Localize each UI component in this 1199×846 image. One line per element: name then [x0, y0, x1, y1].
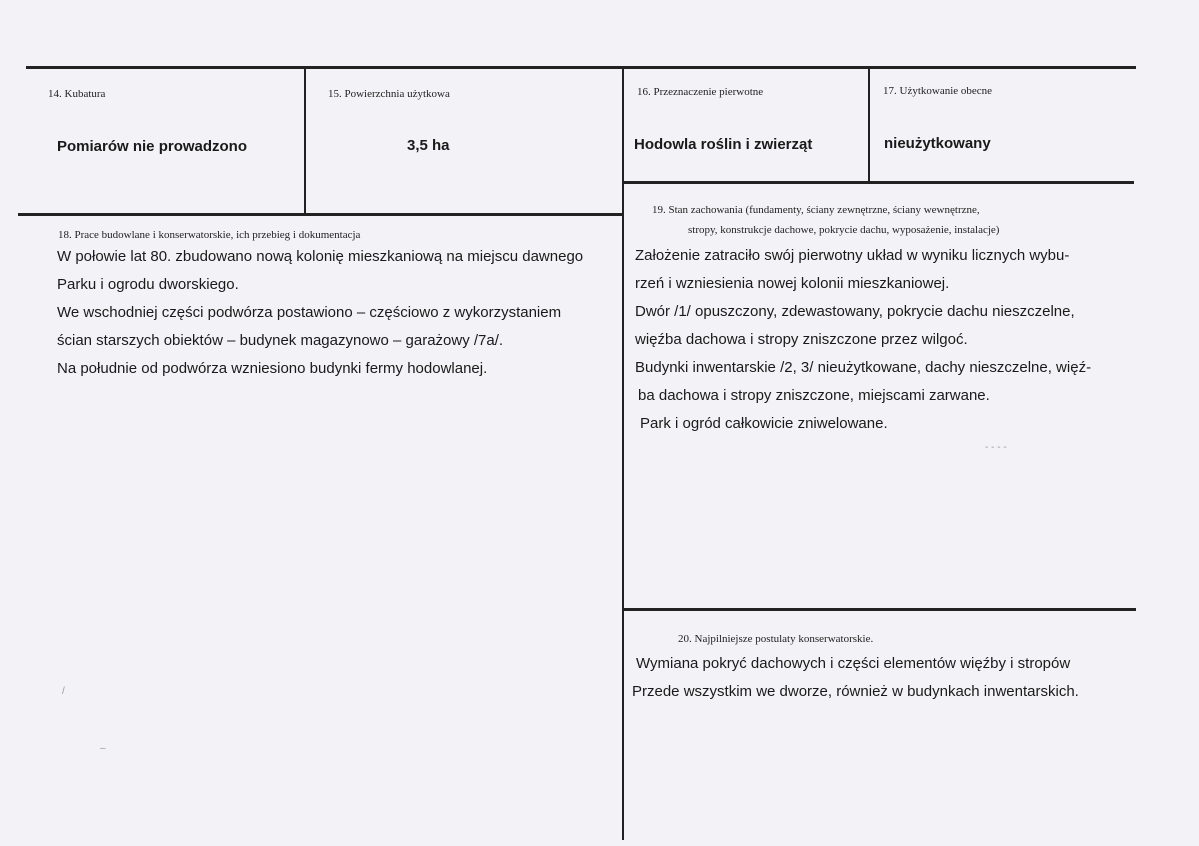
- field-20-label: 20. Najpilniejsze postulaty konserwatorskie.: [678, 633, 874, 645]
- field-16-value: Hodowla roślin i zwierząt: [634, 136, 813, 153]
- rule-above-20: [622, 608, 1136, 611]
- field-19-line: rzeń i wzniesienia nowej kolonii mieszkaniowej.: [635, 275, 950, 292]
- top-rule: [26, 66, 1136, 69]
- field-18-line: ścian starszych obiektów – budynek magazynowo – garażowy /7a/.: [57, 332, 504, 349]
- field-19-label-continued: stropy, konstrukcje dachowe, pokrycie dachu, wyposażenie, instalacje): [688, 224, 1000, 236]
- stray-mark: /: [62, 686, 65, 697]
- field-15-label: 15. Powierzchnia użytkowa: [328, 88, 450, 100]
- field-17-value: nieużytkowany: [884, 135, 991, 152]
- field-19-text: [635, 242, 1091, 438]
- field-19-line: Dwór /1/ opuszczony, zdewastowany, pokrycie dachu nieszczelne,: [635, 303, 1075, 320]
- field-19-label: 19. Stan zachowania (fundamenty, ściany zewnętrzne, ściany wewnętrzne,: [652, 204, 980, 216]
- field-20-line: Przede wszystkim we dworze, również w budynkach inwentarskich.: [632, 683, 1079, 700]
- field-14-label: 14. Kubatura: [48, 88, 106, 100]
- field-20-line: Wymiana pokryć dachowych i części elementów więźby i stropów: [636, 655, 1071, 672]
- field-18-label: 18. Prace budowlane i konserwatorskie, ich przebieg i dokumentacja: [58, 229, 361, 241]
- rule-under-14-15: [18, 213, 622, 216]
- stray-mark: –: [100, 743, 106, 754]
- field-19-line: ba dachowa i stropy zniszczone, miejscami zarwane.: [638, 387, 990, 404]
- divider-16-17: [868, 68, 870, 184]
- field-18-line: Parku i ogrodu dworskiego.: [57, 276, 239, 293]
- field-18-text: [57, 243, 583, 383]
- field-18-line: W połowie lat 80. zbudowano nową kolonię mieszkaniową na miejscu dawnego: [57, 248, 584, 265]
- field-17-label: 17. Użytkowanie obecne: [883, 85, 993, 97]
- field-18-line: Na południe od podwórza wzniesiono budynki fermy hodowlanej.: [57, 360, 488, 377]
- rule-under-16-17: [622, 181, 1134, 184]
- field-19-line: Budynki inwentarskie /2, 3/ nieużytkowane, dachy nieszczelne, więź-: [635, 359, 1092, 376]
- field-16-label: 16. Przeznaczenie pierwotne: [637, 86, 764, 98]
- field-19-line: więźba dachowa i stropy zniszczone przez wilgoć.: [635, 331, 968, 348]
- divider-14-15: [304, 68, 306, 214]
- field-14-value: Pomiarów nie prowadzono: [57, 138, 248, 155]
- field-19-line: Założenie zatraciło swój pierwotny układ w wyniku licznych wybu-: [635, 247, 1070, 264]
- field-19-line: Park i ogród całkowicie zniwelowane.: [640, 415, 888, 432]
- stray-mark: - - - -: [985, 442, 1007, 453]
- field-18-line: We wschodniej części podwórza postawiono – częściowo z wykorzystaniem: [57, 304, 562, 321]
- field-20-text: [632, 650, 1079, 706]
- field-15-value: 3,5 ha: [407, 137, 450, 154]
